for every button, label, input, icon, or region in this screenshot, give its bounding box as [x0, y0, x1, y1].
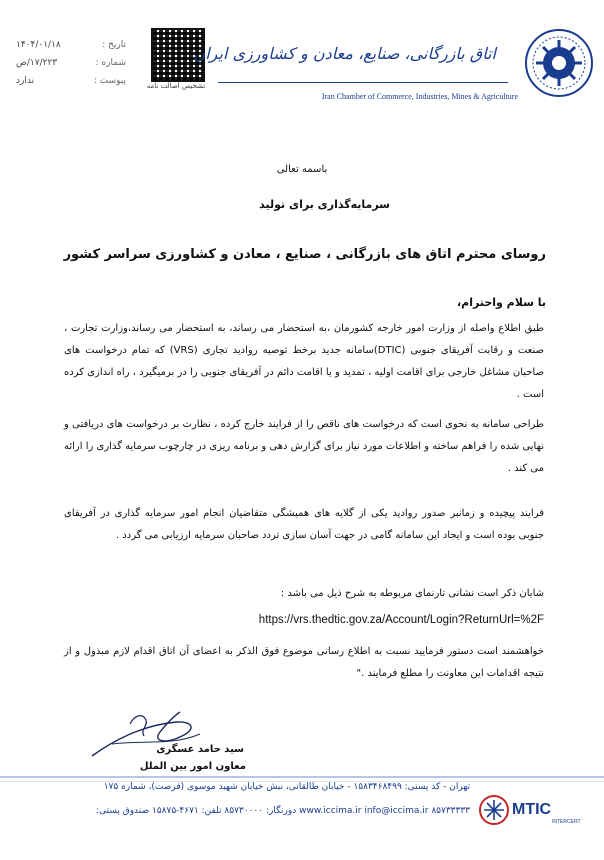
header-rule [218, 82, 508, 83]
signer-name: سید حامد عسگری [156, 744, 244, 755]
number-value: ۱۷/۲۲۳/ص [16, 58, 58, 68]
footer-rule [0, 776, 604, 778]
bismillah: باسمه تعالی [276, 164, 328, 175]
paragraph-5: خواهشمند است دستور فرمایید نسبت به اطلاع رسانی موضوع فوق الذکر به اعضای آن اتاق اقدام لازم مبذول و از نتیجه اقدامات این معاونت را مطلع فرمایند ." [64, 646, 544, 679]
chamber-logo-icon [524, 28, 594, 98]
org-name-fa: اتاق بازرگانی، صنایع، معادن و کشاورزی ایران [193, 44, 496, 63]
paragraph-3: فرایند پیچیده و زمانبر صدور روادید یکی از گلایه های همیشگی متقاضیان انجام امور سرمایه گذاری در آفریقای جنوبی بوده است و ایجاد این سامانه گامی در جهت آسان سازی تردد صاحبان سرمایه ارزیابی می گردد . [64, 508, 544, 541]
vrs-url-link[interactable]: https://vrs.thedtic.gov.za/Account/Login?ReturnUrl=%2F [258, 614, 544, 626]
greeting: با سلام واحترام، [456, 296, 546, 309]
attachment-value: ندارد [16, 76, 35, 86]
date-label: تاریخ : [102, 40, 126, 50]
letter-meta [16, 36, 126, 90]
attachment-label: پیوست : [93, 76, 126, 86]
date-value: ۱۴۰۴/۰۱/۱۸ [16, 40, 61, 50]
mtic-certification-logo-icon [476, 788, 596, 832]
paragraph-2: طراحی سامانه به نحوی است که درخواست های ناقص را از فرایند خارج کرده ، نظارت بر درخواست های دریافتی و نهایی شده را فراهم ساخته و اطلاعات مورد نیاز برای گزارش دهی و برنامه ریزی در چارچوب سرمایه گذاری را ارائه می کند . [64, 419, 544, 474]
footer-address: تهران - کد پستی: ۱۵۸۳۴۶۸۴۹۹ - خیابان طالقانی، نبش خیابان شهید موسوی (فرصت)، شماره ۱۷۵ [103, 782, 470, 792]
mtic-sub: INTERCERT [552, 819, 581, 825]
footer-contact: www.iccima.ir info@iccima.ir ۸۵۷۳۳۳۳۳ دورنگار: ۸۵۷۳۰۰۰۰ تلفن: ۴۶۷۱-۱۵۸۷۵ صندوق پستی: [96, 806, 470, 816]
mtic-label: MTIC [512, 801, 552, 818]
number-label: شماره : [95, 58, 126, 68]
qr-caption: تشخیص اصالت نامه [146, 82, 206, 90]
signer-title: معاون امور بین الملل [139, 761, 246, 772]
letter-recipient: روسای محترم اتاق های بازرگانی ، صنایع ، معادن و کشاورزی سراسر کشور [63, 247, 546, 262]
org-name-en: Iran Chamber of Commerce, Industries, Mines & Agriculture [321, 92, 518, 101]
letter-subject: سرمایه‌گذاری برای تولید [259, 198, 390, 211]
paragraph-4: شایان ذکر است نشانی تارنمای مربوطه به شرح ذیل می باشد : [280, 588, 544, 599]
paragraph-1: طبق اطلاع واصله از وزارت امور خارجه کشورمان ،به استحضار می رساند، به استحضار می رساند،وزارت تجارت ، صنعت و رقابت آفریقای جنوبی (DTIC)سامانه جدید برخط توصیه روادید تجاری (VRS) که تمام درخواست های صاحبان مشاغل خارجی برای اقامت اولیه ، تمدید و یا اقامت دائم در آفریقای جنوبی را در برمیگیرد ، راه اندازی کرده است . [64, 323, 545, 400]
